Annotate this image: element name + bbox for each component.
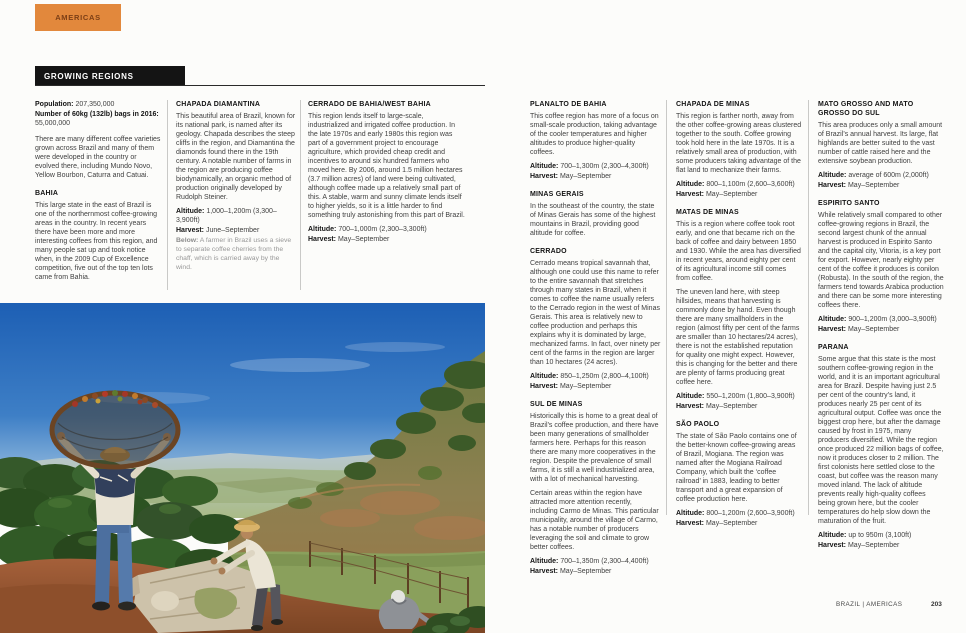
- altitude-label: Altitude:: [530, 163, 559, 170]
- region-body-chapada-diamantina: This beautiful area of Brazil, known for its national park, is named after its geology. Chapada describes the steep cliffs in the region, and Diamantina the diamonds found there in the 19th century. A notable number of farms in the region are producing coffee biodynamically, an organic method of production originally developed by Rudolph Steiner.: [176, 113, 296, 201]
- region-heading-planalto: PLANALTO DE BAHIA: [530, 101, 607, 108]
- region-body-sul-de-minas-1: Historically this is home to a great deal of Brazil’s coffee production, and there have been many generations of smallholder farmers here. Perhaps for this reason there are many more cooperatives in the region. Despite the prevalence of small farms, it is still a well industrialized area, with a lot of mechanical harvesting.: [530, 413, 659, 483]
- harvest-label: Harvest:: [676, 403, 705, 410]
- altitude-row: [530, 162, 661, 171]
- harvest-value: May–September: [559, 568, 612, 575]
- altitude-label: Altitude:: [676, 181, 705, 188]
- chapter-tab-americas: AMERICAS: [35, 4, 121, 31]
- harvest-row: [676, 402, 802, 411]
- region-heading-sul-de-minas: SUL DE MINAS: [530, 401, 583, 408]
- altitude-value: average of 600m (2,000ft): [848, 172, 929, 179]
- section-rule: [35, 85, 485, 86]
- altitude-row: [530, 557, 661, 566]
- altitude-label: Altitude:: [530, 373, 559, 380]
- harvest-row: [530, 567, 661, 576]
- column-divider: [167, 100, 168, 290]
- harvest-value: May–September: [337, 236, 390, 243]
- right-column-1: [530, 100, 661, 577]
- footer-section: BRAZIL: [836, 601, 861, 608]
- photo-caption: [176, 236, 297, 272]
- column-divider: [808, 100, 809, 515]
- harvest-row: [676, 190, 802, 199]
- page-number: 203: [931, 601, 942, 608]
- harvest-value: May–September: [705, 403, 758, 410]
- region-body-matas-de-minas-2: The uneven land here, with steep hillsides, means that harvesting is commonly done by hand. Even though there are many smallholders in the region (almost fifty per cent of the farms are smaller than 10 hectares/24 acres), there is not the established reputation for quality one might expect. However, this is changing for the better and there are plenty of farms producing great coffee here.: [676, 289, 800, 386]
- altitude-label: Altitude:: [308, 226, 337, 233]
- harvest-value: June–September: [205, 227, 260, 234]
- harvest-value: May–September: [705, 191, 758, 198]
- harvest-label: Harvest:: [818, 326, 847, 333]
- harvest-label: Harvest:: [676, 520, 705, 527]
- harvest-row: [818, 325, 944, 334]
- altitude-row: [676, 180, 802, 189]
- altitude-value: 700–1,300m (2,300–4,300ft): [560, 163, 649, 170]
- footer-chapter: AMERICAS: [866, 601, 903, 608]
- altitude-row: [676, 392, 802, 401]
- running-footer: [836, 601, 902, 608]
- harvest-value: May–September: [847, 182, 900, 189]
- right-column-3: [818, 100, 944, 551]
- harvest-label: Harvest:: [308, 236, 337, 243]
- altitude-value: 550–1,200m (1,800–3,900ft): [706, 393, 795, 400]
- altitude-label: Altitude:: [818, 316, 847, 323]
- column-divider: [666, 100, 667, 515]
- harvest-label: Harvest:: [530, 383, 559, 390]
- region-heading-sao-paolo: SÃO PAOLO: [676, 421, 720, 428]
- region-body-mato-grosso: This area produces only a small amount of Brazil’s annual harvest. Its large, flat highlands are better suited to the vast number of cattle raised here and the extensive soybean production.: [818, 122, 943, 165]
- stat-bags: [35, 110, 161, 128]
- altitude-value: 1,000–1,200m (3,300–3,900ft): [176, 208, 277, 224]
- harvest-value: May–September: [559, 383, 612, 390]
- region-heading-bahia: BAHIA: [35, 190, 59, 197]
- harvest-label: Harvest:: [818, 542, 847, 549]
- intro-paragraph: There are many different coffee varieties grown across Brazil and many of them were developed in the country or evolved there, including Mundo Novo, Yellow Bourbon, Caturra and Catuai.: [35, 136, 161, 179]
- harvest-value: May–September: [705, 520, 758, 527]
- altitude-label: Altitude:: [530, 558, 559, 565]
- region-body-planalto: This coffee region has more of a focus on small-scale production, taking advantage of the cooler temperatures and higher altitudes to produce higher-quality coffees.: [530, 113, 659, 156]
- altitude-label: Altitude:: [818, 172, 847, 179]
- region-body-cerrado-bahia: This region lends itself to large-scale, industrialized and irrigated coffee production. In the late 1970s and early 1980s this region was part of a government project to encourage agriculture, which provided cheap credit and incentives to around six hundred farmers who moved here. By 2006, around 1.5 million hectares (3.7 million acres) of land were being cultivated, although coffee made up a relatively small part of this. A stable, warm and sunny climate lends itself to higher yields, so it is a little harder to find something truly astonishing from this part of Brazil.: [308, 113, 465, 219]
- photo-caption-label: Below:: [176, 237, 199, 244]
- altitude-label: Altitude:: [676, 510, 705, 517]
- altitude-row: [308, 225, 466, 234]
- harvest-value: May–September: [847, 542, 900, 549]
- harvest-label: Harvest:: [530, 173, 559, 180]
- harvest-row: [818, 181, 944, 190]
- region-body-bahia: This large state in the east of Brazil is one of the northernmost coffee-growing areas in the country. In recent years there have been more and more interesting coffees from this region, and many people sat up and took notice when, in the 2009 Cup of Excellence competition, five out of the top ten lots came from Bahia.: [35, 202, 158, 281]
- harvest-value: May–September: [847, 326, 900, 333]
- harvest-value: May–September: [559, 173, 612, 180]
- altitude-row: [176, 207, 297, 225]
- harvest-row: [176, 226, 297, 235]
- altitude-value: 700–1,000m (2,300–3,300ft): [338, 226, 427, 233]
- altitude-value: 900–1,200m (3,000–3,900ft): [848, 316, 937, 323]
- harvest-label: Harvest:: [818, 182, 847, 189]
- altitude-value: up to 950m (3,100ft): [848, 532, 912, 539]
- coffee-winnowing-photo: [0, 303, 485, 633]
- region-body-espirito-santo: While relatively small compared to other coffee-growing regions in Brazil, the second largest chunk of the annual harvest is produced in Espirito Santo and the capital city, Vitoria, is a key port for export. However, nearly eighty per cent of the coffee it produces is conilon (Robusta). In the south of the region, the farmers tend towards Arabica production and there can be some more interesting coffees there.: [818, 212, 944, 309]
- region-body-matas-de-minas-1: This is a region where coffee took root early, and one that became rich on the back of coffee and dairy between 1850 and 1930. While the area has diversified in recent years, around eighty per cent of its agricultural income still comes from coffee.: [676, 221, 801, 282]
- region-body-chapada-de-minas: This region is farther north, away from the other coffee-growing areas clustered together to the south. Coffee growing took hold here in the late 1970s. It is a relatively small area of production, with some producers taking advantage of the flat land to mechanize their farms.: [676, 113, 802, 174]
- altitude-row: [530, 372, 661, 381]
- region-heading-mato-grosso: MATO GROSSO AND MATO GROSSO DO SUL: [818, 101, 914, 117]
- region-body-cerrado: Cerrado means tropical savannah that, although one could use this name to refer to the entire savannah that stretches through many states in Brazil, when it comes to coffee the name usually refers to the Cerrado region in the west of Minas Gerais. This area is relatively new to coffee production and perhaps this explains why it is dominated by large, mechanized farms. In fact, over ninety per cent of the farms in the region are larger than 10 hectares (24 acres).: [530, 260, 661, 366]
- harvest-label: Harvest:: [676, 191, 705, 198]
- region-heading-cerrado-bahia: CERRADO DE BAHIA/WEST BAHIA: [308, 101, 431, 108]
- region-body-minas-gerais: In the southeast of the country, the state of Minas Gerais has some of the highest mountains in Brazil, providing good altitude for coffee.: [530, 203, 656, 237]
- right-column-2: [676, 100, 802, 529]
- region-heading-chapada-de-minas: CHAPADA DE MINAS: [676, 101, 750, 108]
- altitude-value: 800–1,100m (2,600–3,600ft): [706, 181, 795, 188]
- footer-separator: |: [862, 601, 865, 608]
- region-body-sul-de-minas-2: Certain areas within the region have attracted more attention recently, including Carmo de Minas. This particular municipality, around the village of Carmo, has a notable number of producers leveraging the soil and climate to grow better coffees.: [530, 490, 659, 551]
- stat-bags-value: 55,000,000: [35, 120, 71, 127]
- region-body-parana: Some argue that this state is the most southern coffee-growing region in the world, and it is an important agricultural area for Brazil. Despite having just 2.5 per cent of the country’s land, it produces nearly 25 per cent of its agricultural output. Coffee was once the biggest crop here, but after the damage caused by frost in 1975, many producers diversified. While the region once produced 22 million bags of coffee, now it produces closer to 2 million. The first colonists here settled close to the coast, but coffee was the reason many moved inland. The lack of altitude prevents really high-quality coffees being grown here, but the cooler temperatures do help slow down the maturation of the fruit.: [818, 356, 944, 525]
- harvest-row: [308, 235, 466, 244]
- left-column-3: [308, 100, 466, 245]
- stat-population-value: 207,350,000: [75, 101, 115, 108]
- altitude-label: Altitude:: [818, 532, 847, 539]
- region-heading-parana: PARANA: [818, 344, 849, 351]
- harvest-row: [676, 519, 802, 528]
- section-title: GROWING REGIONS: [35, 66, 185, 86]
- altitude-label: Altitude:: [176, 208, 205, 215]
- left-column-1: [35, 100, 161, 287]
- region-heading-cerrado: CERRADO: [530, 248, 567, 255]
- altitude-value: 800–1,200m (2,600–3,900ft): [706, 510, 795, 517]
- column-divider: [300, 100, 301, 290]
- harvest-row: [530, 172, 661, 181]
- stat-population-label: Population:: [35, 101, 74, 108]
- harvest-row: [530, 382, 661, 391]
- altitude-value: 700–1,350m (2,300–4,400ft): [560, 558, 649, 565]
- altitude-label: Altitude:: [676, 393, 705, 400]
- stat-population: [35, 100, 161, 109]
- altitude-value: 850–1,250m (2,800–4,100ft): [560, 373, 649, 380]
- harvest-row: [818, 541, 944, 550]
- altitude-row: [818, 171, 944, 180]
- harvest-label: Harvest:: [176, 227, 205, 234]
- altitude-row: [818, 315, 944, 324]
- region-heading-matas-de-minas: MATAS DE MINAS: [676, 209, 739, 216]
- altitude-row: [676, 509, 802, 518]
- stat-bags-label: Number of 60kg (132lb) bags in 2016:: [35, 111, 159, 118]
- region-heading-espirito-santo: ESPIRITO SANTO: [818, 200, 880, 207]
- region-body-sao-paolo: The state of São Paolo contains one of the better-known coffee-growing areas of Brazil, Mogiana. The region was named after the Mogiana Railroad Company, which built the ‘coffee railroad’ in 1883, leading to better transport and a great expansion of coffee production here.: [676, 433, 797, 503]
- left-column-2: [176, 100, 297, 277]
- region-heading-chapada-diamantina: CHAPADA DIAMANTINA: [176, 101, 261, 108]
- region-heading-minas-gerais: MINAS GERAIS: [530, 191, 584, 198]
- photo-caption-text: A farmer in Brazil uses a sieve to separate coffee cherries from the chaff, which is carried away by the wind.: [176, 237, 292, 271]
- altitude-row: [818, 531, 944, 540]
- harvest-label: Harvest:: [530, 568, 559, 575]
